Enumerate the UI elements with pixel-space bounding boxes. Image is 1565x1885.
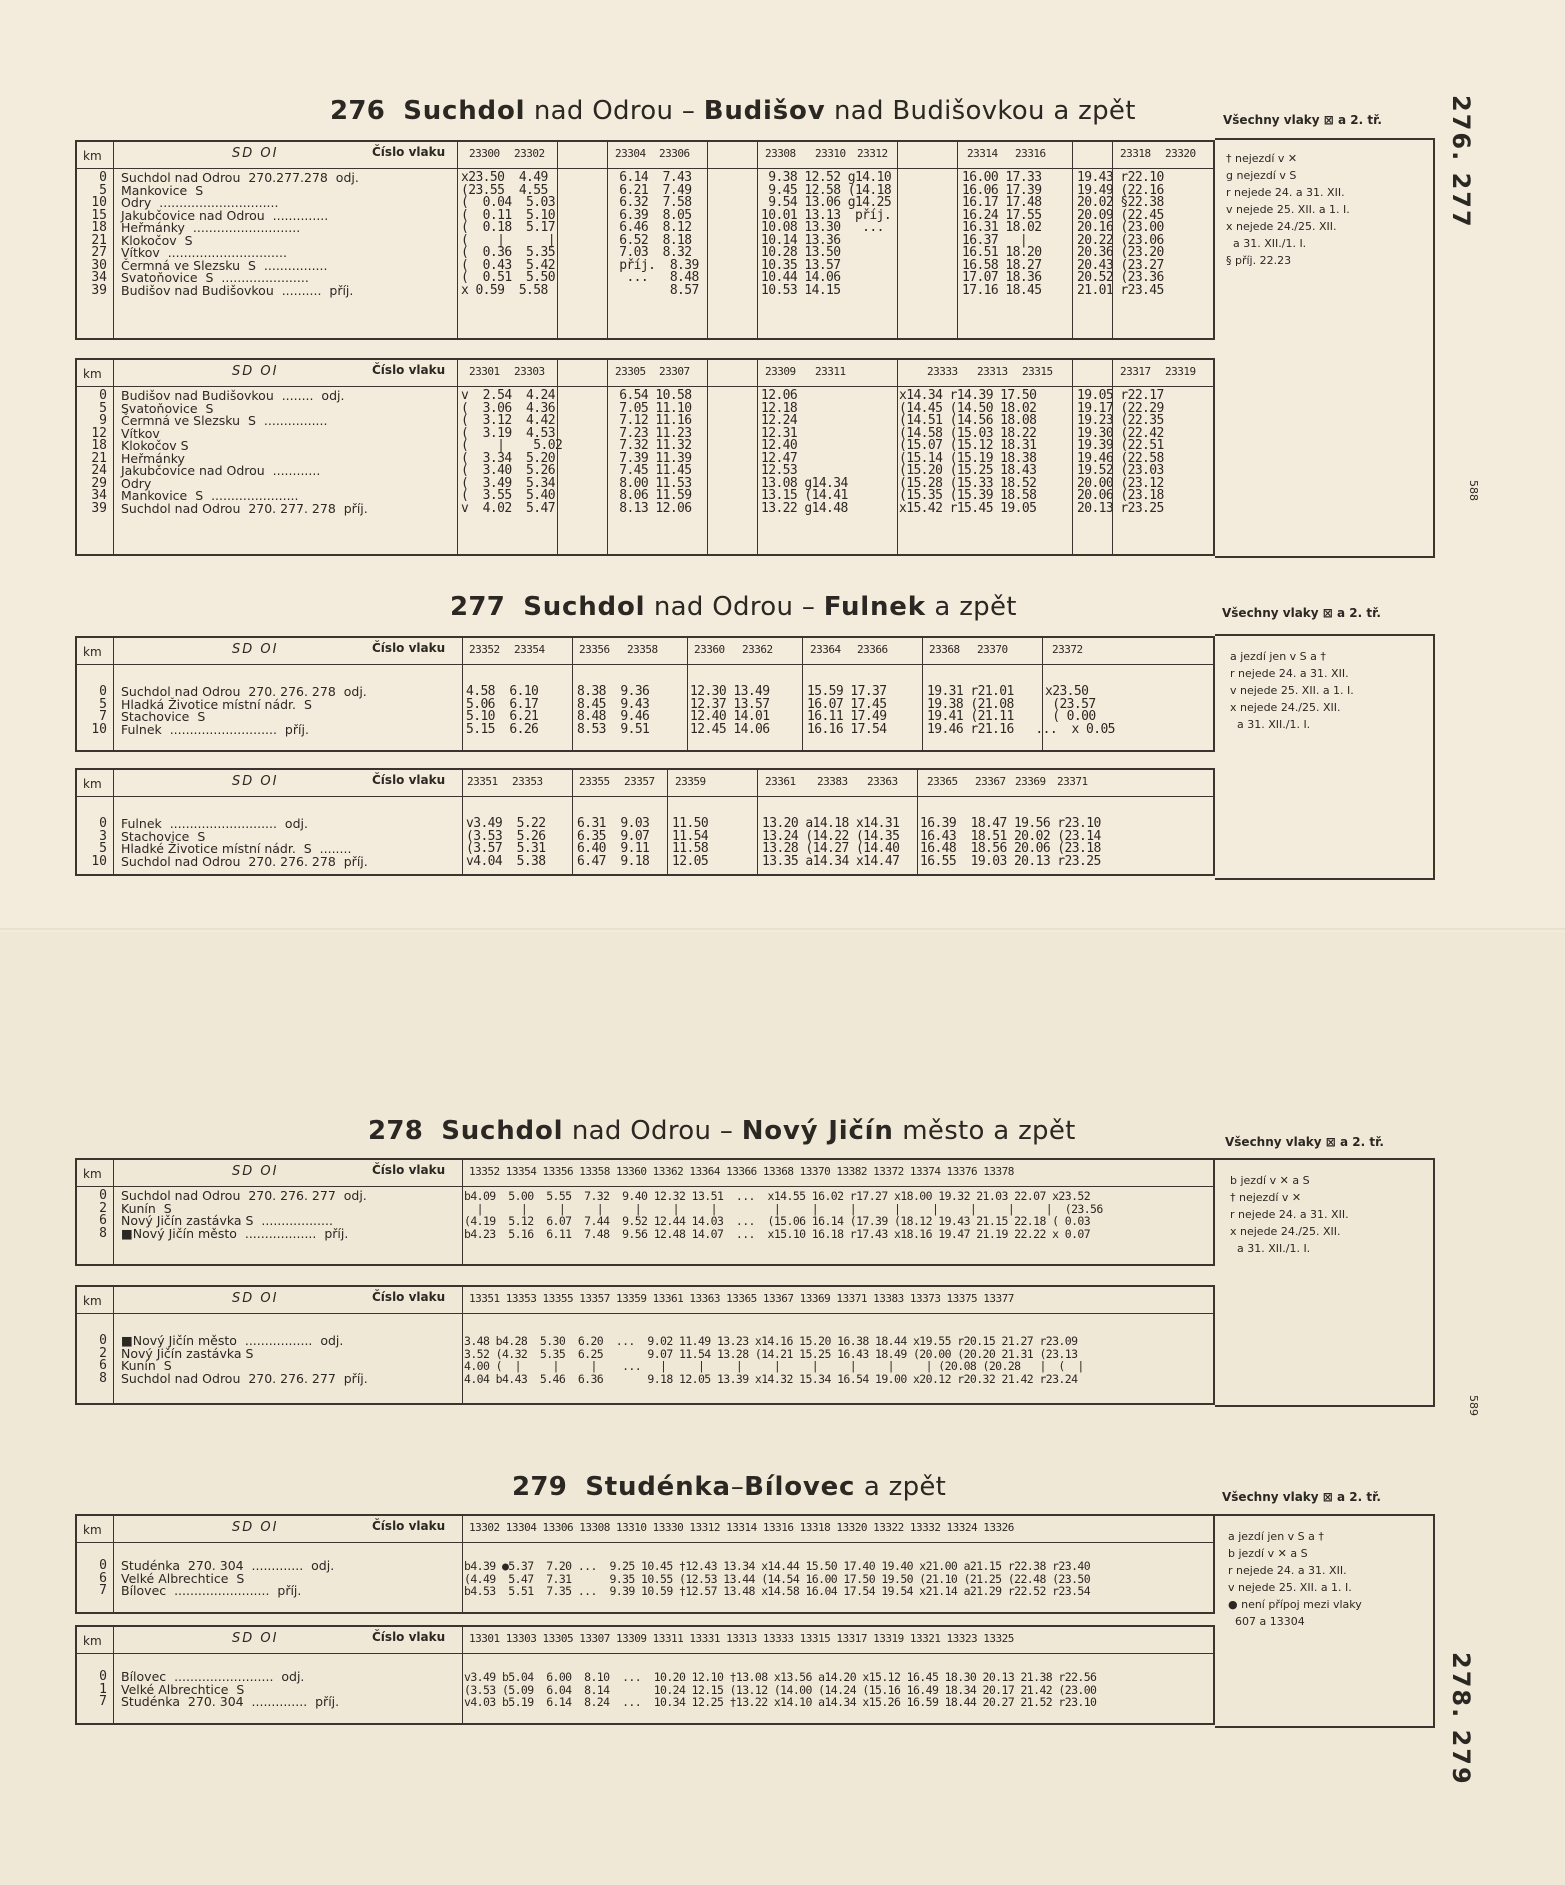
column-divider <box>897 360 898 554</box>
column-divider <box>607 360 608 554</box>
train-number: 23309 <box>765 365 796 378</box>
column-divider <box>757 142 758 338</box>
times-block: x14.34 r14.39 17.50 (14.45 (14.50 18.02 (14.51 (14.56 18.08 (14.58 (15.03 18.22 (15.07 (15.12 18.31 (15.14 (15.19 18.38 (15.20 (15.25 18.43 (15.28 (15.33 18.52 (15.35 (15.39 18.58 x15.42 r15.45 19.05 <box>899 388 1037 516</box>
train-number: 23364 <box>810 643 841 656</box>
page-number: 588 <box>1467 480 1480 501</box>
times-block: x23.50 (23.57 ( 0.00 <box>1045 684 1096 724</box>
train-number: 23305 <box>615 365 646 378</box>
table-276-outbound <box>75 140 1215 340</box>
train-number: 23306 <box>659 147 690 160</box>
km-header: km <box>83 645 102 659</box>
column-divider <box>462 638 463 750</box>
column-divider <box>557 142 558 338</box>
times-block: 6.54 10.58 7.05 11.10 7.12 11.16 7.23 11.23 7.32 11.32 7.39 11.39 7.45 11.45 8.00 11.53 8.06 11.59 8.13 12.06 <box>619 388 692 516</box>
column-divider <box>113 770 114 874</box>
train-number: 23363 <box>867 775 898 788</box>
column-divider <box>667 770 668 874</box>
table-279-return <box>75 1625 1215 1725</box>
sdoi-header: SD OI <box>232 642 279 657</box>
column-divider <box>1072 360 1073 554</box>
table-279-outbound <box>75 1514 1215 1614</box>
column-divider <box>922 638 923 750</box>
train-number: 23371 <box>1057 775 1088 788</box>
footnotes-276: † nejezdí v ✕ g nejezdí v S r nejede 24. a 31. XII. v nejede 25. XII. a 1. I. x nejede 24./25. XII. a 31. XII./1. I. § příj. 22.23 <box>1226 152 1350 267</box>
sdoi-header: SD OI <box>232 774 279 789</box>
train-number: 23315 <box>1022 365 1053 378</box>
column-divider <box>462 1627 463 1723</box>
column-divider <box>462 1287 463 1403</box>
train-number: 23358 <box>627 643 658 656</box>
station-column: Studénka 270. 304 ............. odj. Velké Albrechtice S Bílovec ........................ příj. <box>121 1558 335 1598</box>
train-number-row: 13352 13354 13356 13358 13360 13362 13364 13366 13368 13370 13382 13372 13374 13376 13378 <box>469 1165 1014 1178</box>
times-block: 12.06 12.18 12.24 12.31 12.40 12.47 12.53 13.08 g14.34 13.15 (14.41 13.22 g14.48 <box>761 388 848 516</box>
destination-station: Budišov <box>703 96 826 126</box>
train-number: 23359 <box>675 775 706 788</box>
table-277-outbound <box>75 636 1215 752</box>
column-divider <box>457 142 458 338</box>
train-number: 23355 <box>579 775 610 788</box>
train-number: 23320 <box>1165 147 1196 160</box>
title-suffix: a zpět <box>925 592 1017 622</box>
station-column: ■Nový Jičín město ................. odj. Nový Jičín zastávka S Kunín S Suchdol nad Odrou 270. 276. 277 příj. <box>121 1333 368 1386</box>
km-header: km <box>83 1523 102 1537</box>
times-block: 4.58 6.10 5.06 6.17 5.10 6.21 5.15 6.26 <box>466 684 539 737</box>
km-column: 0 5 10 15 18 21 27 30 34 39 <box>91 170 107 298</box>
train-number: 23356 <box>579 643 610 656</box>
station-column: Suchdol nad Odrou 270. 276. 277 odj. Kunín S Nový Jičín zastávka S .................. ■Nový Jičín město .................. příj. <box>121 1188 367 1241</box>
km-header: km <box>83 777 102 791</box>
train-number-row: 13301 13303 13305 13307 13309 13311 13331 13313 13333 13315 13317 13319 13321 13323 13325 <box>469 1632 1014 1645</box>
column-divider <box>113 1627 114 1723</box>
times-block: 11.50 11.54 11.58 12.05 <box>672 816 709 869</box>
column-divider <box>757 360 758 554</box>
times-block: 8.38 9.36 8.45 9.43 8.48 9.46 8.53 9.51 <box>577 684 650 737</box>
column-divider <box>897 142 898 338</box>
sdoi-header: SD OI <box>232 1291 279 1306</box>
train-number: 23369 <box>1015 775 1046 788</box>
times-block: x23.50 4.49 (23.55 4.55 ( 0.04 5.03 ( 0.11 5.10 ( 0.18 5.17 ( | | ( 0.36 5.35 ( 0.43 5.42 ( 0.51 5.50 x 0.59 5.58 <box>461 170 555 298</box>
table-278-outbound <box>75 1158 1215 1266</box>
train-number-header: Číslo vlaku <box>372 1290 446 1304</box>
destination-station: Fulnek <box>823 592 926 622</box>
times-block: 16.00 17.33 16.06 17.39 16.17 17.48 16.24 17.55 16.31 18.02 16.37 | 16.51 18.20 16.58 18.27 17.07 18.36 17.16 18.45 <box>962 170 1042 298</box>
timetable-277-title <box>450 592 1017 622</box>
page-fold <box>0 928 1565 932</box>
class-note-278: Všechny vlaky ⊠ a 2. tř. <box>1225 1135 1384 1149</box>
column-divider <box>917 770 918 874</box>
timetable-279-title <box>512 1472 946 1502</box>
title-connector: nad Odrou – <box>563 1116 742 1146</box>
footnotes-278: b jezdí v ✕ a S † nejezdí v ✕ r nejede 24. a 31. XII. x nejede 24./25. XII. a 31. XII./1. I. <box>1230 1174 1349 1255</box>
section-number: 276 <box>330 96 386 126</box>
train-number: 23314 <box>967 147 998 160</box>
km-header: km <box>83 367 102 381</box>
train-number: 23366 <box>857 643 888 656</box>
title-suffix: nad Budišovkou a zpět <box>825 96 1136 126</box>
times-block: 6.14 7.43 6.21 7.49 6.32 7.58 6.39 8.05 6.46 8.12 6.52 8.18 7.03 8.32 příj. 8.39 ... 8.48 8.57 <box>619 170 699 298</box>
title-suffix: město a zpět <box>893 1116 1076 1146</box>
column-divider <box>457 360 458 554</box>
sdoi-header: SD OI <box>232 146 279 161</box>
table-276-return <box>75 358 1215 556</box>
column-divider <box>572 770 573 874</box>
sdoi-header: SD OI <box>232 1520 279 1535</box>
table-277-return <box>75 768 1215 876</box>
title-suffix: a zpět <box>855 1472 947 1502</box>
km-column: 0 6 7 <box>99 1558 107 1598</box>
train-number: 23372 <box>1052 643 1083 656</box>
section-number: 278 <box>368 1116 424 1146</box>
times-block: 19.31 r21.01 19.38 (21.08 19.41 (21.11 19.46 r21.16 ... x 0.05 <box>927 684 1115 737</box>
column-divider <box>113 1516 114 1612</box>
train-number: 23333 <box>927 365 958 378</box>
times-block: 16.39 18.47 19.56 r23.10 16.43 18.51 20.02 (23.14 16.48 18.56 20.06 (23.18 16.55 19.03 20.13 r23.25 <box>920 816 1101 869</box>
times-block: 15.59 17.37 16.07 17.45 16.11 17.49 16.16 17.54 <box>807 684 887 737</box>
km-header: km <box>83 1167 102 1181</box>
train-number: 23304 <box>615 147 646 160</box>
column-divider <box>113 1287 114 1403</box>
timetable-278-title <box>368 1116 1076 1146</box>
sdoi-header: SD OI <box>232 364 279 379</box>
class-note-276: Všechny vlaky ⊠ a 2. tř. <box>1223 113 1382 127</box>
station-column: Fulnek ........................... odj. Stachovice S Hladké Životice místní nádr. S ........ Suchdol nad Odrou 270. 276. 278 příj. <box>121 816 368 869</box>
column-divider <box>462 770 463 874</box>
page-number: 589 <box>1467 1395 1480 1416</box>
train-number-header: Číslo vlaku <box>372 1630 446 1644</box>
km-column: 0 1 7 <box>99 1669 107 1709</box>
class-note-279: Všechny vlaky ⊠ a 2. tř. <box>1222 1490 1381 1504</box>
train-number-header: Číslo vlaku <box>372 641 446 655</box>
km-column: 0 5 9 12 18 21 24 29 34 39 <box>91 388 107 516</box>
train-number-row: 13302 13304 13306 13308 13310 13330 13312 13314 13316 13318 13320 13322 13332 13324 13326 <box>469 1521 1014 1534</box>
times-block: 12.30 13.49 12.37 13.57 12.40 14.01 12.45 14.06 <box>690 684 770 737</box>
train-number: 23300 <box>469 147 500 160</box>
section-number: 277 <box>450 592 506 622</box>
train-number-header: Číslo vlaku <box>372 1519 446 1533</box>
times-block: v3.49 b5.04 6.00 8.10 ... 10.20 12.10 †13.08 x13.56 a14.20 x15.12 16.45 18.30 20.13 21.38 r22.56 (3.53 (5.09 6.04 8.14 10.24 12.15 (13.12 (14.00 (14.24 (15.16 16.49 18.34 20.17 21.42 (23.00 v4.03 b5.19 6.14 8.24 ... 10.34 12.25 †13.22 x14.10 a14.34 x15.26 16.59 18.44 20.27 21.52 r23.10 <box>464 1670 1097 1709</box>
train-number: 23352 <box>469 643 500 656</box>
train-number: 23311 <box>815 365 846 378</box>
origin-station: Suchdol <box>403 96 526 126</box>
column-divider <box>462 1160 463 1264</box>
section-number: 279 <box>512 1472 568 1502</box>
train-number: 23319 <box>1165 365 1196 378</box>
train-number-header: Číslo vlaku <box>372 773 446 787</box>
sdoi-header: SD OI <box>232 1631 279 1646</box>
station-column: Suchdol nad Odrou 270.277.278 odj. Mankovice S Odry .............................. Jakubčovice nad Odrou .............. Heřmánky ........................... Klokočov S Vítkov .............................. Čermná ve Slezsku S ................ Svatoňovice S ...................... Budišov nad Budišovkou .......... příj. <box>121 170 359 298</box>
column-divider <box>113 142 114 338</box>
train-number: 23307 <box>659 365 690 378</box>
train-number-header: Číslo vlaku <box>372 1163 446 1177</box>
times-block: b4.09 5.00 5.55 7.32 9.40 12.32 13.51 ... x14.55 16.02 r17.27 x18.00 19.32 21.03 22.07 x23.52 | | | | | | | | | | | | | | | (23.56 (4.19 5.12 6.07 7.44 9.52 12.44 14.03 ... (15.06 16.14 (17.39 (18.12 19.43 21.15 22.18 ( 0.03 b4.23 5.16 6.11 7.48 9.56 12.48 14.07 ... x15.10 16.18 r17.43 x18.16 19.47 21.19 22.22 x 0.07 <box>464 1189 1103 1241</box>
train-number: 23357 <box>624 775 655 788</box>
times-block: 19.05 r22.17 19.17 (22.29 19.23 (22.35 19.30 (22.42 19.39 (22.51 19.46 (22.58 19.52 (23.03 20.00 (23.12 20.06 (23.18 20.13 r23.25 <box>1077 388 1164 516</box>
column-divider <box>707 360 708 554</box>
train-number: 23313 <box>977 365 1008 378</box>
train-number: 23312 <box>857 147 888 160</box>
table-278-return <box>75 1285 1215 1405</box>
train-number: 23351 <box>467 775 498 788</box>
column-divider <box>113 638 114 750</box>
column-divider <box>462 1516 463 1612</box>
km-header: km <box>83 1634 102 1648</box>
origin-station: Suchdol <box>441 1116 564 1146</box>
class-note-277: Všechny vlaky ⊠ a 2. tř. <box>1222 606 1381 620</box>
column-divider <box>607 142 608 338</box>
km-header: km <box>83 1294 102 1308</box>
column-divider <box>802 638 803 750</box>
train-number-header: Číslo vlaku <box>372 145 446 159</box>
sdoi-header: SD OI <box>232 1164 279 1179</box>
train-number: 23318 <box>1120 147 1151 160</box>
destination-station: Bílovec <box>744 1472 856 1502</box>
train-number: 23383 <box>817 775 848 788</box>
train-number: 23370 <box>977 643 1008 656</box>
train-number-header: Číslo vlaku <box>372 363 446 377</box>
station-column: Suchdol nad Odrou 270. 276. 278 odj. Hladká Životice místní nádr. S Stachovice S Fulnek ........................... příj. <box>121 684 367 737</box>
title-connector: nad Odrou – <box>645 592 824 622</box>
times-block: v 2.54 4.24 ( 3.06 4.36 ( 3.12 4.42 ( 3.19 4.53 ( | 5.02 ( 3.34 5.20 ( 3.40 5.26 ( 3.49 5.34 ( 3.55 5.40 v 4.02 5.47 <box>461 388 563 516</box>
times-block: b4.39 ●5.37 7.20 ... 9.25 10.45 †12.43 13.34 x14.44 15.50 17.40 19.40 x21.00 a21.15 r22.38 r23.40 (4.49 5.47 7.31 9.35 10.55 (12.53 13.44 (14.54 16.00 17.50 19.50 (21.10 (21.25 (22.48 (23.50 b4.53 5.51 7.35 ... 9.39 10.59 †12.57 13.48 x14.58 16.04 17.54 19.54 x21.14 a21.29 r22.52 r23.54 <box>464 1559 1091 1598</box>
train-number: 23367 <box>975 775 1006 788</box>
train-number: 23361 <box>765 775 796 788</box>
times-block: v3.49 5.22 (3.53 5.26 (3.57 5.31 v4.04 5.38 <box>466 816 546 869</box>
train-number: 23310 <box>815 147 846 160</box>
origin-station: Studénka <box>585 1472 731 1502</box>
train-number: 23316 <box>1015 147 1046 160</box>
title-connector: – <box>730 1472 745 1502</box>
km-column: 0 5 7 10 <box>91 684 107 737</box>
times-block: 19.43 r22.10 19.49 (22.16 20.02 §22.38 20.09 (22.45 20.16 (23.00 20.22 (23.06 20.36 (23.20 20.43 (23.27 20.52 (23.36 21.01 r23.45 <box>1077 170 1164 298</box>
timetable-276-title <box>330 96 1136 126</box>
lower-page <box>0 930 1565 1885</box>
side-section-label: 278. 279 <box>1447 1652 1475 1786</box>
footnotes-277: a jezdí jen v S a † r nejede 24. a 31. XII. v nejede 25. XII. a 1. I. x nejede 24./25. XII. a 31. XII./1. I. <box>1230 650 1354 731</box>
station-column: Budišov nad Budišovkou ........ odj. Svatoňovice S Čermná ve Slezsku S ................ Vítkov Klokočov S Heřmánky Jakubčovice nad Odrou ............ Odry Mankovice S ...................... Suchdol nad Odrou 270. 277. 278 příj. <box>121 388 368 516</box>
title-connector: nad Odrou – <box>525 96 704 126</box>
column-divider <box>1072 142 1073 338</box>
times-block: 6.31 9.03 6.35 9.07 6.40 9.11 6.47 9.18 <box>577 816 650 869</box>
times-block: 3.48 b4.28 5.30 6.20 ... 9.02 11.49 13.23 x14.16 15.20 16.38 18.44 x19.55 r20.15 21.27 r23.09 3.52 (4.32 5.35 6.25 9.07 11.54 13.28 (14.21 15.25 16.43 18.49 (20.00 (20.20 21.31 (23.13 4.00 ( | | | ... | | | | | | | | (20.08 (20.28 | ( | 4.04 b4.43 5.46 6.36 9.18 12.05 13.39 x14.32 15.34 16.54 19.00 x20.12 r20.32 21.42 r23.24 <box>464 1334 1084 1386</box>
km-column: 0 3 5 10 <box>91 816 107 869</box>
column-divider <box>757 770 758 874</box>
train-number: 23360 <box>694 643 725 656</box>
column-divider <box>687 638 688 750</box>
column-divider <box>707 142 708 338</box>
train-number: 23308 <box>765 147 796 160</box>
column-divider <box>572 638 573 750</box>
destination-station: Nový Jičín <box>741 1116 894 1146</box>
train-number-row: 13351 13353 13355 13357 13359 13361 13363 13365 13367 13369 13371 13383 13373 13375 13377 <box>469 1292 1014 1305</box>
train-number: 23368 <box>929 643 960 656</box>
station-column: Bílovec ......................... odj. Velké Albrechtice S Studénka 270. 304 .............. příj. <box>121 1669 340 1709</box>
train-number: 23362 <box>742 643 773 656</box>
column-divider <box>113 1160 114 1264</box>
train-number: 23303 <box>514 365 545 378</box>
footnotes-279: a jezdí jen v S a † b jezdí v ✕ a S r nejede 24. a 31. XII. v nejede 25. XII. a 1. I. ● není přípoj mezi vlaky 607 a 13304 <box>1228 1530 1362 1628</box>
times-block: 9.38 12.52 g14.10 9.45 12.58 (14.18 9.54 13.06 g14.25 10.01 13.13 příj. 10.08 13.30 ... 10.14 13.36 10.28 13.50 10.35 13.57 10.44 14.06 10.53 14.15 <box>761 170 892 298</box>
column-divider <box>957 142 958 338</box>
train-number: 23301 <box>469 365 500 378</box>
km-column: 0 2 6 8 <box>99 1333 107 1386</box>
origin-station: Suchdol <box>523 592 646 622</box>
column-divider <box>113 360 114 554</box>
train-number: 23365 <box>927 775 958 788</box>
times-block: 13.20 a14.18 x14.31 13.24 (14.22 (14.35 13.28 (14.27 (14.40 13.35 a14.34 x14.47 <box>762 816 900 869</box>
train-number: 23353 <box>512 775 543 788</box>
train-number: 23354 <box>514 643 545 656</box>
km-column: 0 2 6 8 <box>99 1188 107 1241</box>
train-number: 23317 <box>1120 365 1151 378</box>
train-number: 23302 <box>514 147 545 160</box>
side-section-label: 276. 277 <box>1447 95 1475 229</box>
km-header: km <box>83 149 102 163</box>
